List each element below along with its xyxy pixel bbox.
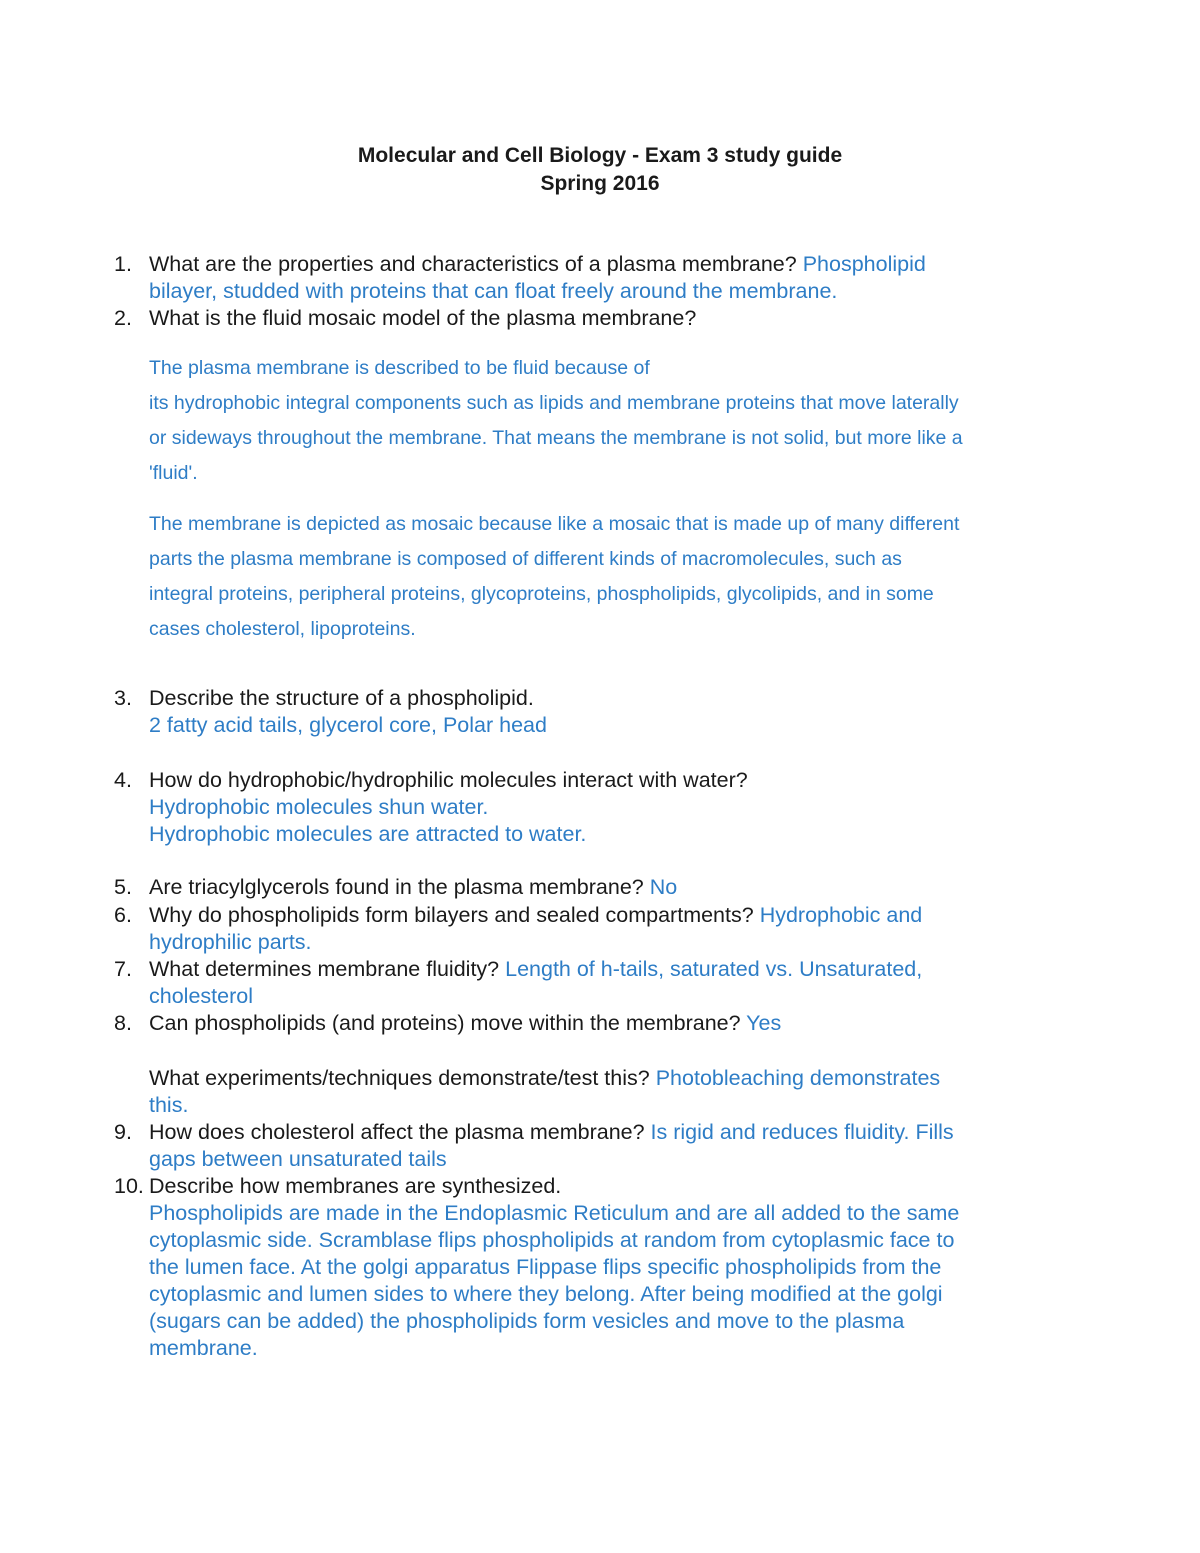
question-text: What determines membrane fluidity? (149, 957, 500, 981)
answer-paragraph-line: The membrane is depicted as mosaic because like a mosaic that is made up of many different (149, 513, 960, 535)
question-7 (149, 956, 1069, 983)
question-2: What is the fluid mosaic model of the plasma membrane? (149, 306, 697, 330)
answer-paragraph-line: parts the plasma membrane is composed of different kinds of macromolecules, such as (149, 548, 902, 570)
answer-text: hydrophilic parts. (149, 930, 312, 954)
question-text: How does cholesterol affect the plasma membrane? (149, 1120, 645, 1144)
question-number: 5. (114, 875, 132, 899)
answer-text: Hydrophobic and (759, 903, 923, 927)
answer-text: Hydrophobic molecules are attracted to water. (149, 822, 587, 846)
question-10: Describe how membranes are synthesized. (149, 1174, 562, 1198)
answer-paragraph-line: 'fluid'. (149, 462, 198, 484)
answer-text: bilayer, studded with proteins that can float freely around the membrane. (149, 279, 838, 303)
answer-text: Is rigid and reduces fluidity. Fills (650, 1120, 954, 1144)
answer-text: this. (149, 1093, 189, 1117)
answer-text: Hydrophobic molecules shun water. (149, 795, 489, 819)
question-number: 1. (114, 252, 132, 276)
answer-text: Length of h-tails, saturated vs. Unsaturated, (505, 957, 923, 981)
answer-text: Yes (746, 1011, 782, 1035)
answer-text: gaps between unsaturated tails (149, 1147, 447, 1171)
question-number: 4. (114, 768, 132, 792)
answer-paragraph-line: The plasma membrane is described to be fluid because of (149, 357, 650, 379)
question-1 (149, 251, 1069, 278)
question-text: What are the properties and characteristics of a plasma membrane? (149, 252, 797, 276)
question-text: What experiments/techniques demonstrate/test this? (149, 1066, 650, 1090)
question-text: Can phospholipids (and proteins) move within the membrane? (149, 1011, 741, 1035)
document-title: Molecular and Cell Biology - Exam 3 study guide (357, 144, 843, 167)
question-9 (149, 1119, 1069, 1146)
document-subtitle: Spring 2016 (540, 172, 660, 195)
question-5 (149, 874, 1069, 901)
question-number: 2. (114, 306, 132, 330)
question-number: 8. (114, 1011, 132, 1035)
question-number: 10. (114, 1174, 144, 1198)
answer-text: the lumen face. At the golgi apparatus Flippase flips specific phospholipids from the (149, 1255, 942, 1279)
answer-text: cytoplasmic and lumen sides to where they belong. After being modified at the golgi (149, 1282, 943, 1306)
answer-text: No (649, 875, 678, 899)
answer-paragraph-line: its hydrophobic integral components such as lipids and membrane proteins that move laterally (149, 392, 959, 414)
question-3: Describe the structure of a phospholipid. (149, 686, 534, 710)
answer-text: cholesterol (149, 984, 253, 1008)
question-text: Why do phospholipids form bilayers and sealed compartments? (149, 903, 754, 927)
question-text: Are triacylglycerols found in the plasma membrane? (149, 875, 644, 899)
answer-text: Phospholipids are made in the Endoplasmic Reticulum and are all added to the same (149, 1201, 960, 1225)
answer-text: membrane. (149, 1336, 258, 1360)
answer-text: cytoplasmic side. Scramblase flips phospholipids at random from cytoplasmic face to (149, 1228, 955, 1252)
answer-paragraph-line: or sideways throughout the membrane. That means the membrane is not solid, but more like a (149, 427, 963, 449)
question-6 (149, 902, 1069, 929)
answer-text: Photobleaching demonstrates (655, 1066, 941, 1090)
question-number: 3. (114, 686, 132, 710)
answer-text: 2 fatty acid tails, glycerol core, Polar head (149, 713, 547, 737)
question-number: 9. (114, 1120, 132, 1144)
answer-paragraph-line: integral proteins, peripheral proteins, glycoproteins, phospholipids, glycolipids, and in some (149, 583, 934, 605)
question-number: 6. (114, 903, 132, 927)
question-4: How do hydrophobic/hydrophilic molecules interact with water? (149, 768, 748, 792)
answer-text: (sugars can be added) the phospholipids form vesicles and move to the plasma (149, 1309, 905, 1333)
answer-paragraph-line: cases cholesterol, lipoproteins. (149, 618, 416, 640)
question-number: 7. (114, 957, 132, 981)
question-8-followup (149, 1065, 1069, 1092)
question-8 (149, 1010, 1069, 1037)
answer-text: Phospholipid (802, 252, 926, 276)
